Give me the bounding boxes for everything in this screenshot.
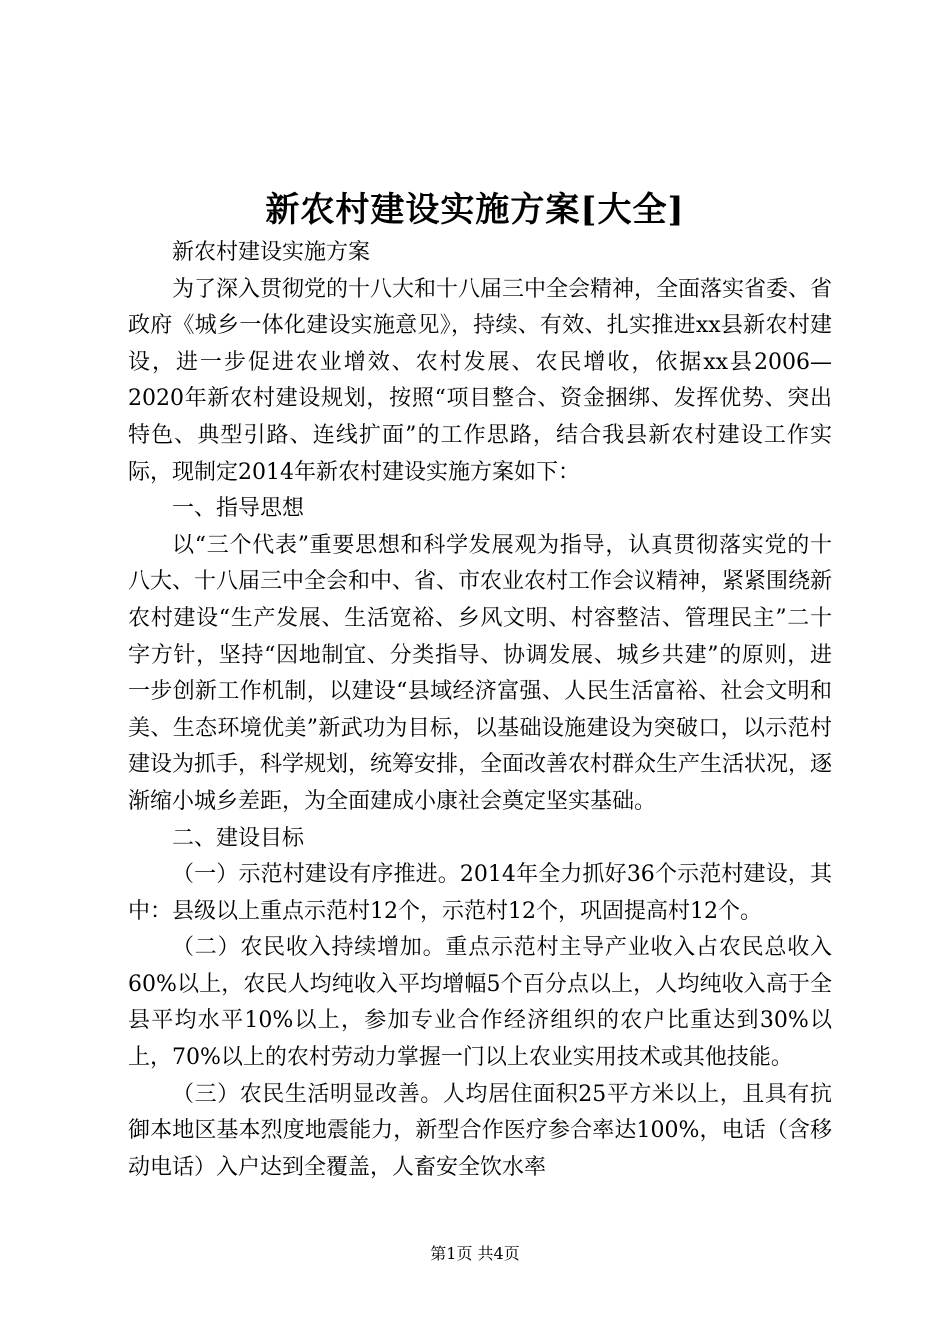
goal-paragraph-2: （二）农民收入持续增加。重点示范村主导产业收入占农民总收入60%以上，农民人均纯收入平均增幅5个百分点以上，人均纯收入高于全县平均水平10%以上，参加专业合作经济组织的农户比重达到30%以上，70%以上的农村劳动力掌握一门以上农业实用技术或其他技能。 <box>128 935 832 1071</box>
document-subtitle: 新农村建设实施方案 <box>172 240 371 265</box>
guiding-ideology-paragraph: 以“三个代表”重要思想和科学发展观为指导，认真贯彻落实党的十八大、十八届三中全会和中、省、市农业农村工作会议精神，紧紧围绕新农村建设“生产发展、生活宽裕、乡风文明、村容整洁、管理民主”二十字方针，坚持“因地制宜、分类指导、协调发展、城乡共建”的原则，进一步创新工作机制，以建设“县域经济富强、人民生活富裕、社会文明和美、生态环境优美”新武功为目标，以基础设施建设为突破口，以示范村建设为抓手，科学规划，统筹安排，全面改善农村群众生产生活状况，逐渐缩小城乡差距，为全面建成小康社会奠定坚实基础。 <box>128 532 833 814</box>
document-title: 新农村建设实施方案[大全] <box>265 190 685 230</box>
goal-paragraph-3: （三）农民生活明显改善。人均居住面积25平方米以上，且具有抗御本地区基本烈度地震能力，新型合作医疗参合率达100%，电话（含移动电话）入户达到全覆盖，人畜安全饮水率 <box>128 1081 832 1180</box>
section-heading-guiding-ideology: 一、指导思想 <box>172 496 305 522</box>
document-body <box>128 235 832 1186</box>
goal-paragraph-1: （一）示范村建设有序推进。2014年全力抓好36个示范村建设，其中：县级以上重点示范村12个，示范村12个，巩固提高村12个。 <box>128 862 832 924</box>
intro-paragraph: 为了深入贯彻党的十八大和十八届三中全会精神，全面落实省委、省政府《城乡一体化建设实施意见》，持续、有效、扎实推进xx县新农村建设，进一步促进农业增效、农村发展、农民增收，依据xx县2006—2020年新农村建设规划，按照“项目整合、资金捆绑、发挥优势、突出特色、典型引路、连线扩面”的工作思路，结合我县新农村建设工作实际，现制定2014年新农村建设实施方案如下： <box>128 276 833 485</box>
section-heading-construction-goals: 二、建设目标 <box>172 825 305 851</box>
page-footer: 第1页 共4页 <box>430 1244 520 1263</box>
